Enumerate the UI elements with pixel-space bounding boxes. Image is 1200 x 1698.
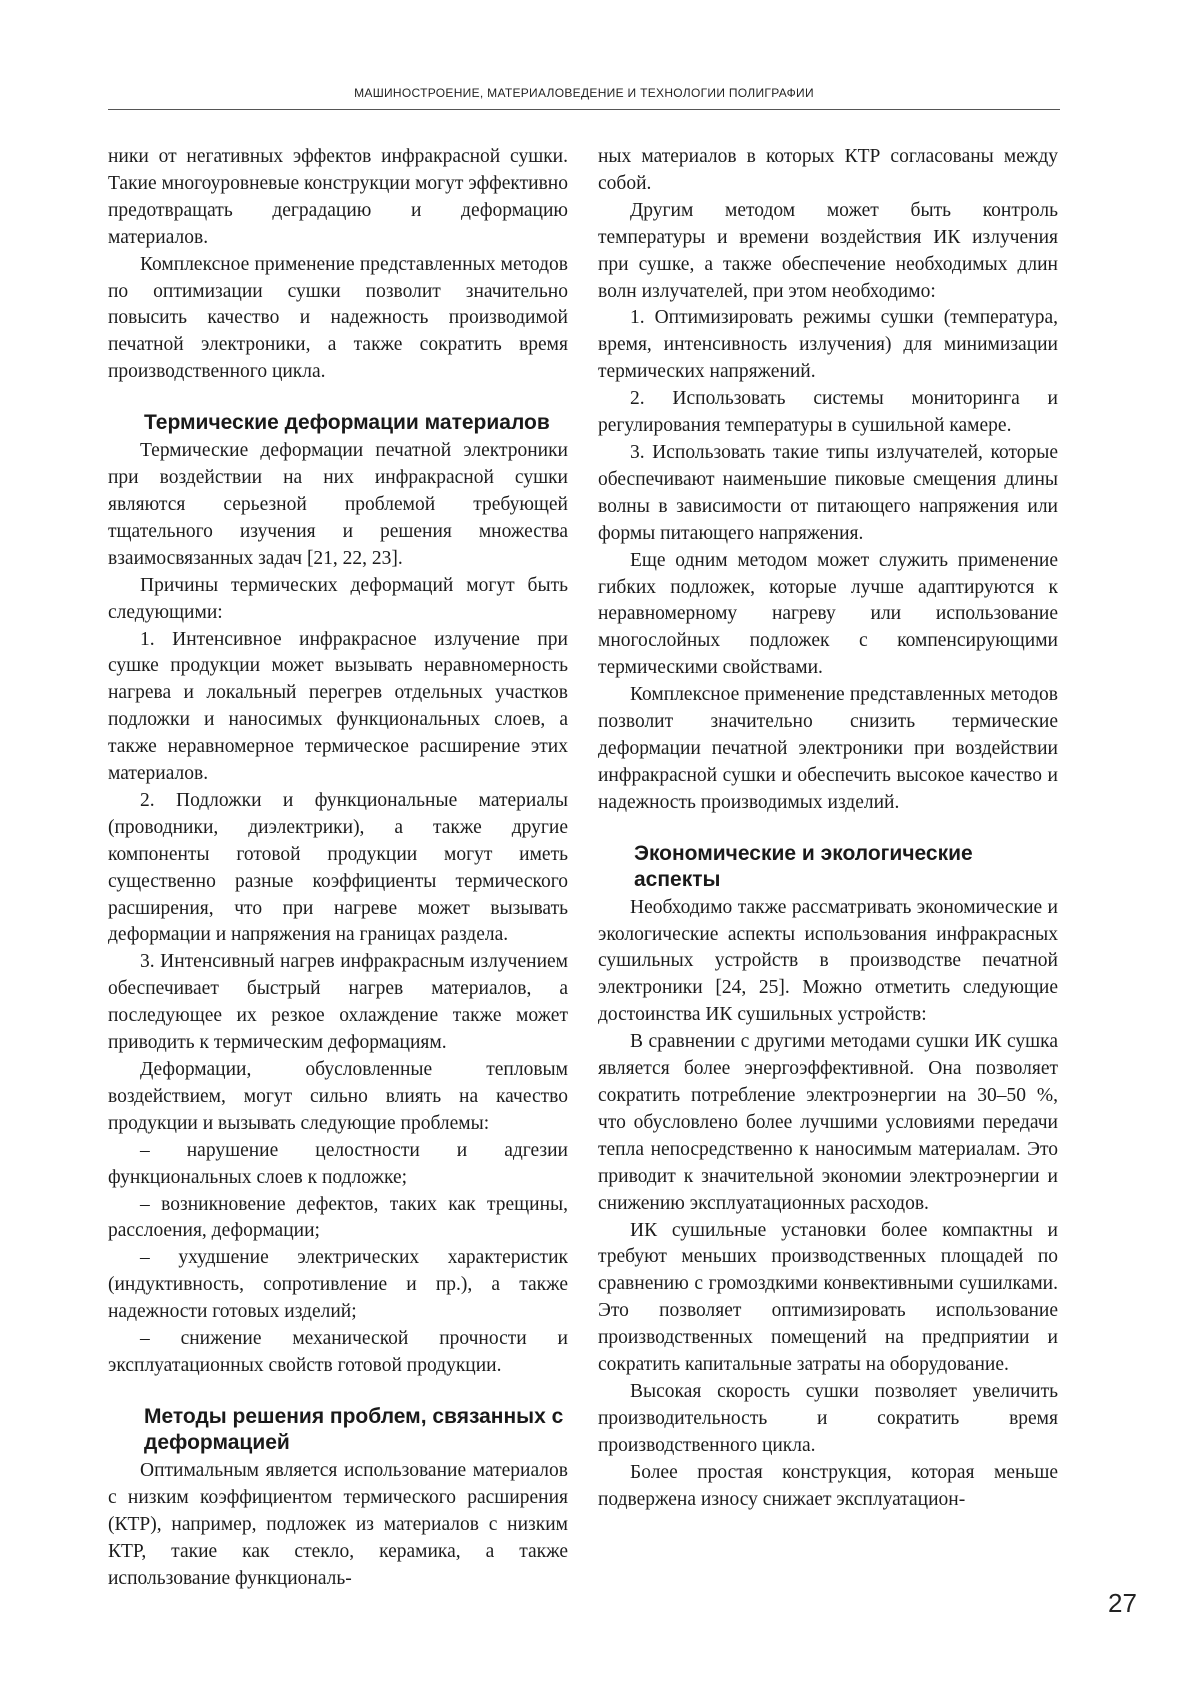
paragraph: В сравнении с другими методами сушки ИК сушка является более энергоэффективной. Она позволяет сократить потребление электроэнергии на 30–50 %, что обусловлено более лучшими условиями передачи тепла непосредственно к наносимым материалам. Это приводит к значительной экономии электроэнергии и снижению эксплуатационных расходов. [598,1031,1058,1214]
list-item: 2. Подложки и функциональные материалы (проводники, диэлектрики), а также другие компоненты готовой продукции могут иметь существенно разные коэффициенты термического расширения, что при нагреве может вызывать деформации и напряжения на границах раздела. [108,789,568,946]
list-item: 3. Использовать такие типы излучателей, которые обеспечивают наименьшие пиковые смещения длины волны в зависимости от питающего напряжения или формы питающего напряжения. [598,441,1058,544]
section-heading: Термические деформации материалов [144,411,550,435]
section-heading: Методы решения проблем, связанных с деформацией [144,1404,564,1454]
left-column [108,144,568,1592]
paragraph: Необходимо также рассматривать экономические и экологические аспекты использования инфракрасных сушильных устройств в производстве печатной электроники [24, 25]. Можно отметить следующие достоинства ИК сушильных устройств: [598,896,1058,1026]
paragraph: Термические деформации печатной электроники при воздействии на них инфракрасной сушки являются серьезной проблемой требующей тщательного изучения и решения множества взаимосвязанных задач [21, 22, 23]. [108,440,568,569]
list-item: 2. Использовать системы мониторинга и регулирования температуры в сушильной камере. [598,388,1058,437]
list-item: – возникновение дефектов, таких как трещины, расслоения, деформации; [108,1193,568,1242]
list-item: – ухудшение электрических характеристик (индуктивность, сопротивление и пр.), а также надежности готовых изделий; [108,1247,568,1323]
paragraph: ИК сушильные установки более компактны и требуют меньших производственных площадей по сравнению с громоздкими конвективными сушилками. Это позволяет оптимизировать использование производственных помещений на предприятии и сократить капитальные затраты на оборудование. [598,1219,1058,1376]
paragraph: Другим методом может быть контроль температуры и времени воздействия ИК излучения при сушке, а также обеспечение необходимых длин волн излучателей, при этом необходимо: [598,199,1058,302]
right-column [598,144,1058,1514]
list-item: 1. Интенсивное инфракрасное излучение при сушке продукции может вызывать неравномерность нагрева и локальный перегрев отдельных участков подложки и наносимых функциональных слоев, а также неравномерное термическое расширение этих материалов. [108,628,568,785]
page-number: 27 [1108,1588,1137,1618]
paragraph: ники от негативных эффектов инфракрасной сушки. Такие многоуровневые конструкции могут эффективно предотвращать деградацию и деформацию материалов. [108,146,568,248]
section-heading: Экономические и экологические аспекты [634,841,973,891]
paragraph: Причины термических деформаций могут быть следующими: [108,574,568,623]
paragraph: Высокая скорость сушки позволяет увеличить производительность и сократить время производственного цикла. [598,1380,1058,1456]
list-item: – снижение механической прочности и эксплуатационных свойств готовой продукции. [108,1328,568,1376]
list-item: 1. Оптимизировать режимы сушки (температура, время, интенсивность излучения) для минимизации термических напряжений. [598,307,1058,383]
paragraph: Комплексное применение представленных методов по оптимизации сушки позволит значительно повысить качество и надежность производимой печатной электроники, а также сократить время производственного цикла. [108,253,568,383]
paragraph: Еще одним методом может служить применение гибких подложек, которые лучше адаптируются к неравномерному нагреву или использование многослойных подложек с компенсирующими термическими свойствами. [598,549,1058,679]
paragraph: Комплексное применение представленных методов позволит значительно снизить термические деформации печатной электроники при воздействии инфракрасной сушки и обеспечить высокое качество и надежность производимых изделий. [598,684,1058,813]
list-item: 3. Интенсивный нагрев инфракрасным излучением обеспечивает быстрый нагрев материалов, а последующее их резкое охлаждение также может приводить к термическим деформациям. [108,951,568,1054]
paragraph: Деформации, обусловленные тепловым воздействием, могут сильно влиять на качество продукции и вызывать следующие проблемы: [108,1059,568,1134]
paragraph: ных материалов в которых КТР согласованы между собой. [598,146,1058,194]
running-header: МАШИНОСТРОЕНИЕ, МАТЕРИАЛОВЕДЕНИЕ И ТЕХНОЛОГИИ ПОЛИГРАФИИ [354,86,814,100]
header-rule [108,109,1060,110]
paragraph: Более простая конструкция, которая меньше подвержена износу снижает эксплуатацион- [598,1461,1058,1510]
list-item: – нарушение целостности и адгезии функциональных слоев к подложке; [108,1139,568,1188]
paragraph: Оптимальным является использование материалов с низким коэффициентом термического расширения (КТР), например, подложек из материалов с низким КТР, такие как стекло, керамика, а также использование функциональ- [108,1459,568,1589]
